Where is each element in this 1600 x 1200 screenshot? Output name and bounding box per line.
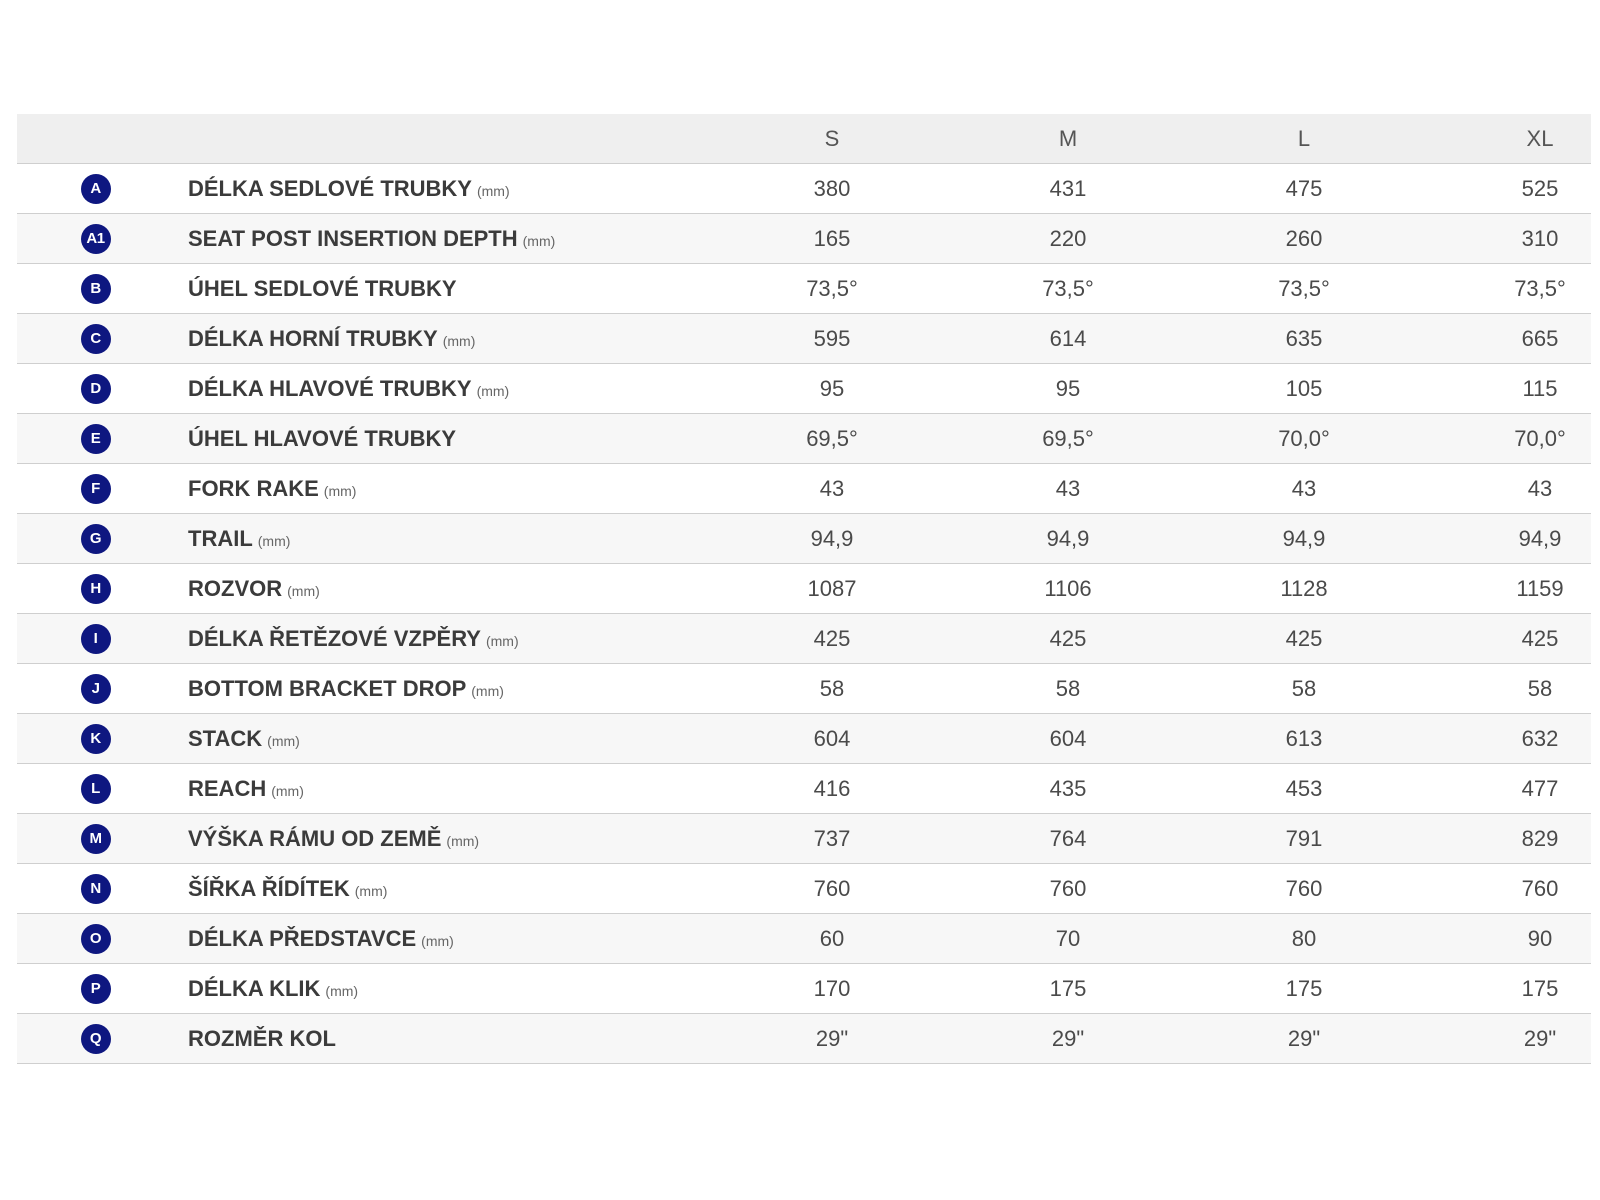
badge-cell — [17, 924, 174, 954]
badge-cell — [17, 974, 174, 1004]
size-value-cell: 760 — [1285, 875, 1323, 901]
size-value-cell: 58 — [1291, 675, 1317, 701]
dimension-name: DÉLKA SEDLOVÉ TRUBKY — [188, 175, 472, 201]
dimension-name: ÚHEL SEDLOVÉ TRUBKY — [188, 275, 457, 301]
size-value-cell: 791 — [1285, 825, 1323, 851]
size-value-cell: 220 — [1049, 225, 1087, 251]
dimension-unit: (mm) — [257, 532, 291, 549]
dimension-unit: (mm) — [485, 632, 519, 649]
dimension-letter-badge: L — [81, 774, 111, 804]
dimension-name-cell — [174, 626, 714, 652]
size-value-cell: 829 — [1521, 825, 1559, 851]
size-value-cell: 453 — [1285, 775, 1323, 801]
size-value-cell: 58 — [1527, 675, 1553, 701]
dimension-letter-badge: D — [81, 374, 111, 404]
size-value-cell: 425 — [1285, 625, 1323, 651]
dimension-name-cell — [174, 426, 714, 452]
dimension-unit: (mm) — [267, 732, 300, 749]
dimension-unit: (mm) — [476, 382, 510, 399]
dimension-unit: (mm) — [421, 932, 454, 949]
size-value-cell: 425 — [1521, 625, 1559, 651]
dimension-name-cell — [174, 576, 714, 602]
size-value-cell: 58 — [819, 675, 845, 701]
dimension-name-cell — [174, 976, 714, 1002]
dimension-unit: (mm) — [323, 482, 357, 499]
dimension-name-cell — [174, 176, 714, 202]
dimension-name: REACH — [188, 775, 267, 801]
header-size-xl: XL — [1526, 125, 1554, 151]
dimension-unit: (mm) — [354, 882, 388, 899]
size-value-cell: 737 — [813, 825, 851, 851]
size-value-cell: 58 — [1055, 675, 1081, 701]
dimension-letter-badge: C — [81, 324, 111, 354]
size-value-cell: 175 — [1521, 975, 1559, 1001]
dimension-letter-badge: M — [81, 824, 111, 854]
header-size-l: L — [1297, 125, 1311, 151]
size-value-cell: 29" — [1523, 1025, 1557, 1051]
dimension-letter-badge: Q — [81, 1024, 111, 1054]
size-value-cell: 604 — [813, 725, 851, 751]
size-value-cell: 115 — [1522, 375, 1558, 401]
table-row — [17, 914, 1591, 964]
table-row — [17, 864, 1591, 914]
dimension-letter-badge: B — [81, 274, 111, 304]
size-value-cell: 477 — [1521, 775, 1559, 801]
table-row — [17, 614, 1591, 664]
size-value-cell: 1128 — [1280, 575, 1328, 601]
size-value-cell: 1159 — [1516, 575, 1564, 601]
size-value-cell: 73,5° — [806, 275, 858, 301]
size-value-cell: 69,5° — [806, 425, 858, 451]
size-value-cell: 95 — [1055, 375, 1081, 401]
dimension-name: ROZMĚR KOL — [188, 1025, 336, 1051]
badge-cell — [17, 224, 174, 254]
size-value-cell: 94,9 — [1282, 525, 1326, 551]
size-value-cell: 70,0° — [1278, 425, 1330, 451]
size-value-cell: 635 — [1285, 325, 1323, 351]
dimension-name-cell — [174, 1026, 714, 1052]
badge-cell — [17, 624, 174, 654]
dimension-name-cell — [174, 676, 714, 702]
size-value-cell: 604 — [1049, 725, 1087, 751]
dimension-name: DÉLKA KLIK — [188, 975, 321, 1001]
table-row — [17, 514, 1591, 564]
dimension-letter-badge: I — [81, 624, 111, 654]
dimension-name: SEAT POST INSERTION DEPTH — [188, 225, 518, 251]
badge-cell — [17, 874, 174, 904]
size-value-cell: 170 — [813, 975, 851, 1001]
header-size-s: S — [824, 125, 840, 151]
size-value-cell: 95 — [819, 375, 845, 401]
badge-cell — [17, 724, 174, 754]
size-value-cell: 475 — [1285, 175, 1323, 201]
table-row — [17, 814, 1591, 864]
dimension-letter-badge: F — [81, 474, 111, 504]
dimension-unit: (mm) — [446, 832, 480, 849]
table-row — [17, 164, 1591, 214]
dimension-name: DÉLKA ŘETĚZOVÉ VZPĚRY — [188, 625, 481, 651]
dimension-name-cell — [174, 276, 714, 302]
badge-cell — [17, 374, 174, 404]
dimension-name: BOTTOM BRACKET DROP — [188, 675, 467, 701]
size-value-cell: 29" — [1287, 1025, 1321, 1051]
dimension-name-cell — [174, 926, 714, 952]
badge-cell — [17, 824, 174, 854]
dimension-name-cell — [174, 226, 714, 252]
table-row — [17, 264, 1591, 314]
dimension-name-cell — [174, 876, 714, 902]
table-row — [17, 314, 1591, 364]
dimension-unit: (mm) — [442, 332, 476, 349]
dimension-letter-badge: A1 — [81, 224, 111, 254]
size-value-cell: 73,5° — [1278, 275, 1330, 301]
dimension-name-cell — [174, 726, 714, 752]
dimension-letter-badge: P — [81, 974, 111, 1004]
size-value-cell: 260 — [1285, 225, 1323, 251]
dimension-letter-badge: N — [81, 874, 111, 904]
size-value-cell: 43 — [1527, 475, 1553, 501]
size-value-cell: 43 — [1055, 475, 1081, 501]
dimension-name: VÝŠKA RÁMU OD ZEMĚ — [188, 825, 442, 851]
table-body — [17, 164, 1591, 1064]
table-row — [17, 1014, 1591, 1064]
size-value-cell: 29" — [1051, 1025, 1085, 1051]
dimension-name-cell — [174, 826, 714, 852]
dimension-name: DÉLKA PŘEDSTAVCE — [188, 925, 417, 951]
size-value-cell: 70 — [1055, 925, 1081, 951]
size-value-cell: 613 — [1285, 725, 1323, 751]
table-row — [17, 464, 1591, 514]
size-value-cell: 105 — [1285, 375, 1323, 401]
table-header-row — [17, 114, 1591, 164]
dimension-letter-badge: E — [81, 424, 111, 454]
size-value-cell: 94,9 — [1518, 525, 1562, 551]
dimension-name-cell — [174, 526, 714, 552]
size-value-cell: 80 — [1291, 925, 1317, 951]
badge-cell — [17, 574, 174, 604]
table-row — [17, 214, 1591, 264]
badge-cell — [17, 474, 174, 504]
dimension-letter-badge: A — [81, 174, 111, 204]
dimension-unit: (mm) — [271, 782, 304, 799]
dimension-name-cell — [174, 376, 714, 402]
size-value-cell: 525 — [1521, 175, 1559, 201]
table-row — [17, 964, 1591, 1014]
table-row — [17, 764, 1591, 814]
size-value-cell: 380 — [813, 175, 851, 201]
dimension-name-cell — [174, 476, 714, 502]
table-row — [17, 564, 1591, 614]
badge-cell — [17, 174, 174, 204]
dimension-name: DÉLKA HORNÍ TRUBKY — [188, 325, 438, 351]
size-value-cell: 73,5° — [1514, 275, 1566, 301]
badge-cell — [17, 674, 174, 704]
dimension-name: STACK — [188, 725, 263, 751]
table-row — [17, 714, 1591, 764]
badge-cell — [17, 324, 174, 354]
size-value-cell: 595 — [813, 325, 851, 351]
size-value-cell: 760 — [813, 875, 851, 901]
dimension-letter-badge: O — [81, 924, 111, 954]
badge-cell — [17, 1024, 174, 1054]
size-value-cell: 425 — [813, 625, 851, 651]
badge-cell — [17, 424, 174, 454]
table-row — [17, 664, 1591, 714]
size-value-cell: 70,0° — [1514, 425, 1566, 451]
size-value-cell: 632 — [1521, 725, 1559, 751]
dimension-unit: (mm) — [325, 982, 359, 999]
size-value-cell: 760 — [1049, 875, 1087, 901]
size-value-cell: 29" — [815, 1025, 849, 1051]
dimension-name: TRAIL — [188, 525, 253, 551]
dimension-unit: (mm) — [522, 232, 556, 249]
table-row — [17, 364, 1591, 414]
size-value-cell: 431 — [1049, 175, 1087, 201]
dimension-unit: (mm) — [471, 682, 504, 699]
size-value-cell: 760 — [1521, 875, 1559, 901]
badge-cell — [17, 524, 174, 554]
dimension-name: ROZVOR — [188, 575, 283, 601]
size-value-cell: 94,9 — [810, 525, 854, 551]
geometry-table — [17, 114, 1591, 1064]
badge-cell — [17, 774, 174, 804]
size-value-cell: 60 — [819, 925, 845, 951]
size-value-cell: 1087 — [807, 575, 857, 601]
badge-cell — [17, 274, 174, 304]
size-value-cell: 73,5° — [1042, 275, 1094, 301]
size-value-cell: 764 — [1049, 825, 1087, 851]
size-value-cell: 94,9 — [1046, 525, 1090, 551]
size-value-cell: 165 — [813, 225, 851, 251]
size-value-cell: 614 — [1049, 325, 1087, 351]
size-value-cell: 1106 — [1044, 575, 1092, 601]
dimension-name-cell — [174, 776, 714, 802]
size-value-cell: 69,5° — [1042, 425, 1094, 451]
size-value-cell: 310 — [1521, 225, 1559, 251]
header-size-m: M — [1058, 125, 1078, 151]
dimension-name: ŠÍŘKA ŘÍDÍTEK — [188, 875, 350, 901]
table-row — [17, 414, 1591, 464]
dimension-letter-badge: H — [81, 574, 111, 604]
dimension-name: FORK RAKE — [188, 475, 319, 501]
size-value-cell: 90 — [1527, 925, 1553, 951]
size-value-cell: 43 — [819, 475, 845, 501]
size-value-cell: 175 — [1285, 975, 1323, 1001]
size-value-cell: 416 — [813, 775, 851, 801]
dimension-letter-badge: J — [81, 674, 111, 704]
dimension-letter-badge: K — [81, 724, 111, 754]
dimension-letter-badge: G — [81, 524, 111, 554]
dimension-unit: (mm) — [287, 582, 320, 599]
dimension-name: ÚHEL HLAVOVÉ TRUBKY — [188, 425, 457, 451]
dimension-name-cell — [174, 326, 714, 352]
size-value-cell: 665 — [1521, 325, 1559, 351]
dimension-name: DÉLKA HLAVOVÉ TRUBKY — [188, 375, 472, 401]
dimension-unit: (mm) — [476, 182, 510, 199]
size-value-cell: 43 — [1291, 475, 1317, 501]
size-value-cell: 435 — [1049, 775, 1087, 801]
size-value-cell: 425 — [1049, 625, 1087, 651]
size-value-cell: 175 — [1049, 975, 1087, 1001]
